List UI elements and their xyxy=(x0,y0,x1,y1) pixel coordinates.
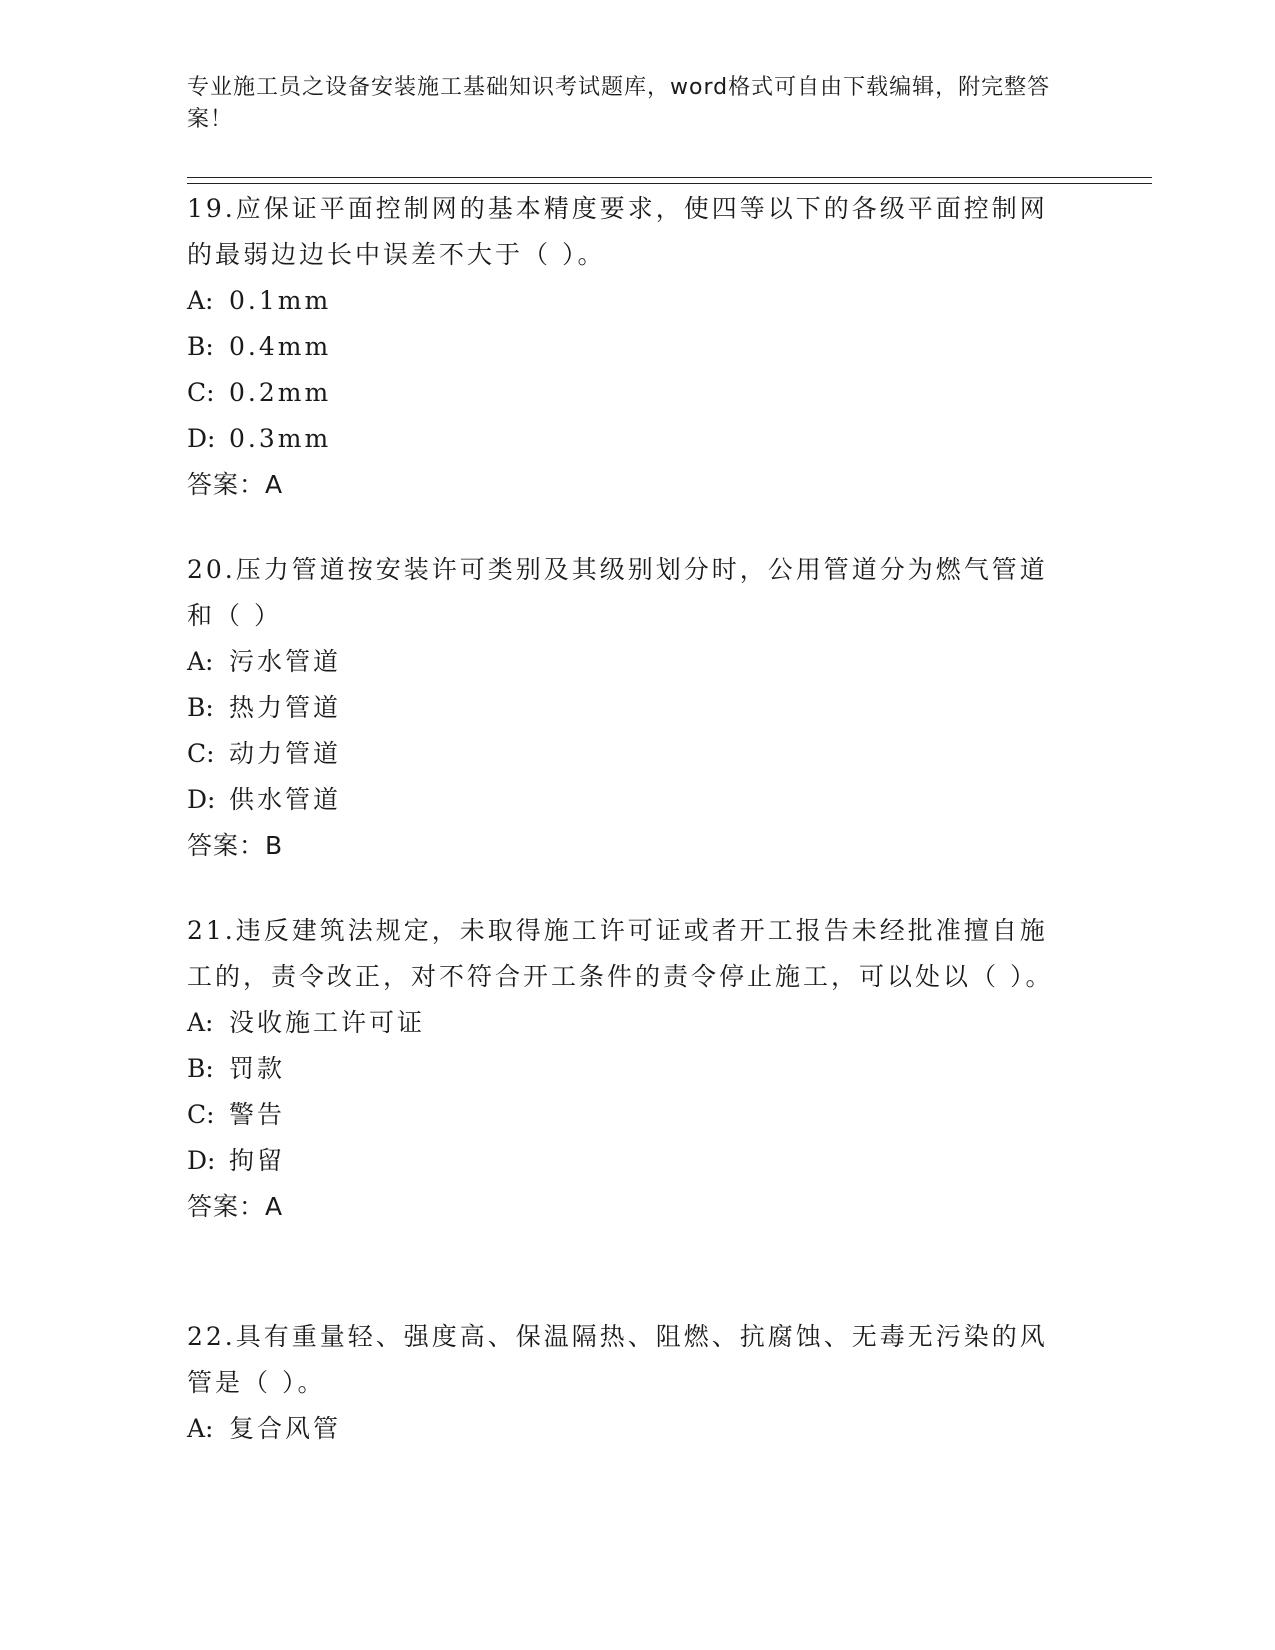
answer-label: 答案：B xyxy=(187,831,284,860)
option-text: 复合风管 xyxy=(229,1414,342,1443)
option-key: B: xyxy=(187,693,214,722)
option-b xyxy=(187,324,1067,370)
option-key: D: xyxy=(187,785,216,814)
option-a xyxy=(187,1406,1067,1452)
answer-label: 答案：A xyxy=(187,470,284,499)
option-text: 0.1mm xyxy=(229,286,332,315)
option-key: A: xyxy=(187,1008,214,1037)
option-text: 罚款 xyxy=(229,1054,286,1083)
option-a xyxy=(187,1000,1067,1046)
option-key: C: xyxy=(187,739,215,768)
option-c xyxy=(187,370,1067,416)
option-text: 供水管道 xyxy=(229,785,342,814)
option-text: 没收施工许可证 xyxy=(229,1008,426,1037)
option-key: B: xyxy=(187,332,214,361)
option-d xyxy=(187,416,1067,462)
option-c xyxy=(187,731,1067,777)
option-text: 0.3mm xyxy=(229,424,332,453)
question-19 xyxy=(187,186,1067,508)
option-text: 污水管道 xyxy=(229,647,342,676)
option-b xyxy=(187,685,1067,731)
option-key: B: xyxy=(187,1054,214,1083)
question-22 xyxy=(187,1314,1067,1452)
option-text: 拘留 xyxy=(229,1146,286,1175)
option-key: D: xyxy=(187,1146,216,1175)
question-stem: 20.压力管道按安装许可类别及其级别划分时，公用管道分为燃气管道和（ ） xyxy=(187,555,1048,630)
option-a xyxy=(187,639,1067,685)
option-key: A: xyxy=(187,1414,214,1443)
option-key: A: xyxy=(187,286,214,315)
header-divider-bottom xyxy=(187,183,1152,184)
question-stem: 22.具有重量轻、强度高、保温隔热、阻燃、抗腐蚀、无毒无污染的风管是（ ）。 xyxy=(187,1322,1048,1397)
option-d xyxy=(187,1138,1067,1184)
option-text: 热力管道 xyxy=(229,693,342,722)
question-21 xyxy=(187,908,1067,1230)
option-text: 0.4mm xyxy=(229,332,332,361)
option-text: 警告 xyxy=(229,1100,286,1129)
option-b xyxy=(187,1046,1067,1092)
answer-label: 答案：A xyxy=(187,1192,284,1221)
option-text: 动力管道 xyxy=(229,739,342,768)
question-20 xyxy=(187,547,1067,869)
option-key: C: xyxy=(187,1100,215,1129)
question-stem: 21.违反建筑法规定，未取得施工许可证或者开工报告未经批准擅自施工的，责令改正，对不符合开工条件的责令停止施工，可以处以（ ）。 xyxy=(187,916,1054,991)
question-stem: 19.应保证平面控制网的基本精度要求，使四等以下的各级平面控制网的最弱边边长中误差不大于（ ）。 xyxy=(187,194,1048,269)
option-text: 0.2mm xyxy=(229,378,332,407)
option-a xyxy=(187,278,1067,324)
option-key: D: xyxy=(187,424,216,453)
header-divider-top xyxy=(187,177,1152,178)
option-d xyxy=(187,777,1067,823)
document-header: 专业施工员之设备安装施工基础知识考试题库，word格式可自由下载编辑，附完整答案！ xyxy=(187,75,1051,132)
option-c xyxy=(187,1092,1067,1138)
option-key: A: xyxy=(187,647,214,676)
option-key: C: xyxy=(187,378,215,407)
